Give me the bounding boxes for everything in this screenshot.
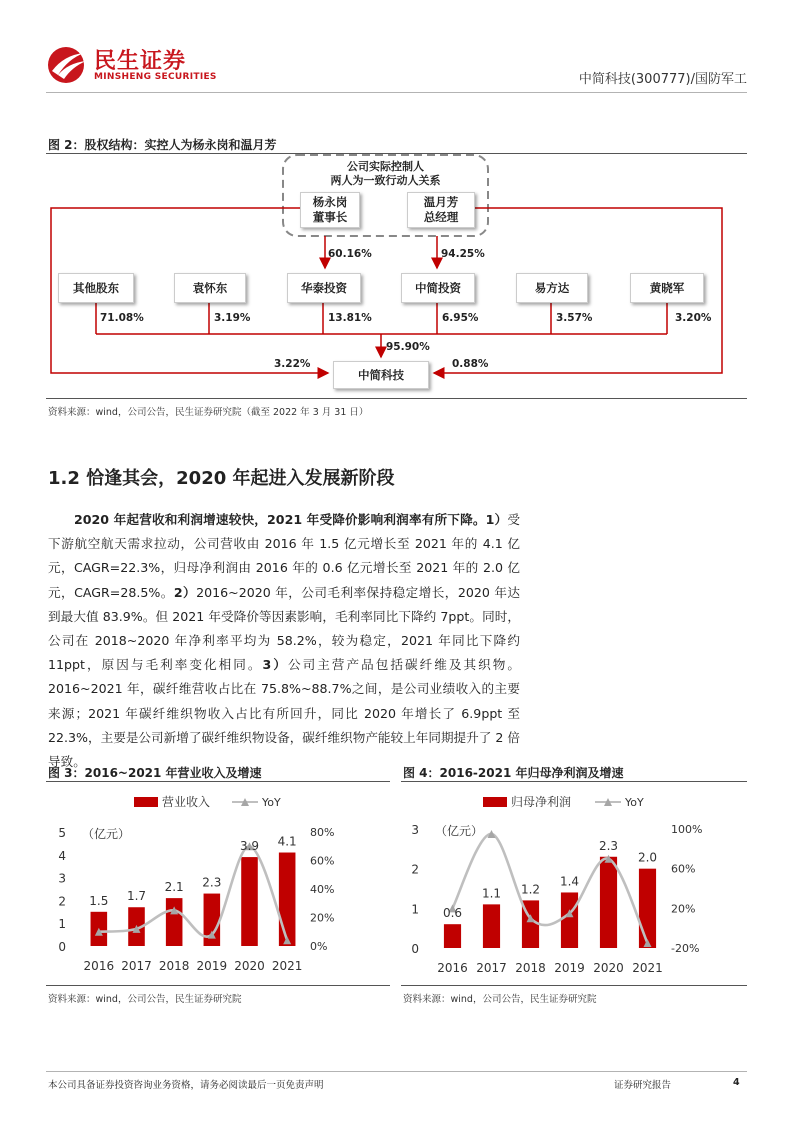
person1-name: 杨永岗: [312, 195, 348, 209]
legend-bar-label: 归母净利润: [511, 795, 572, 809]
bar: [166, 898, 183, 946]
company-ticker: 中简科技(300777)/国防军工: [578, 72, 747, 87]
pct-combined: 95.90%: [386, 341, 430, 353]
y-tick-right: 100%: [671, 823, 703, 836]
y-tick-right: 0%: [310, 940, 328, 953]
y-tick-right: 20%: [671, 902, 696, 916]
y-tick-right: 20%: [310, 911, 335, 925]
y-tick-left: 2: [58, 894, 66, 909]
bar: [444, 924, 461, 948]
y-tick-left: 4: [58, 848, 66, 863]
y-tick-left: 3: [58, 871, 66, 886]
x-tick-label: 2019: [554, 961, 585, 975]
axis-unit-label: （亿元）: [82, 827, 131, 841]
controller-line1: 公司实际控制人: [347, 160, 424, 173]
x-tick-label: 2017: [476, 961, 507, 975]
bar: [639, 869, 656, 948]
fig3-bottom-rule: [46, 985, 390, 986]
holder-pct: 13.81%: [328, 312, 372, 324]
holder-pct: 3.20%: [675, 312, 712, 324]
x-tick-label: 2020: [593, 961, 624, 975]
footer-divider: [46, 1071, 747, 1072]
bar: [279, 853, 296, 946]
bar-data-label: 1.1: [481, 886, 502, 901]
fig4-bottom-rule: [401, 985, 747, 986]
y-tick-right: 60%: [671, 862, 696, 876]
y-tick-left: 2: [411, 862, 419, 877]
controller-line2: 两人为一致行动人关系: [330, 174, 441, 187]
point-3: 公司主营产品包括碳纤维及其织物。2016~2021 年，碳纤维营收占比在 75.8%~88.7%之间，是公司业绩收入的主要来源；2021 年碳纤维织物收入占比有所回升，同比 2020 年增长了 6.9ppt 至 22.3%，主要是公司新增了碳纤维织物设备，碳纤维织物产能较上年同期提升了 2 倍导致。: [48, 657, 521, 770]
holder-box: 易方达: [516, 273, 588, 303]
holder-box: 华泰投资: [287, 273, 361, 303]
bar: [561, 892, 578, 948]
footer-page-number: 4: [733, 1077, 740, 1088]
bar-data-label: 4.1: [277, 834, 297, 849]
pct-zhongjian-from-wen: 94.25%: [441, 248, 485, 260]
logo-en: MINSHENG SECURITIES: [94, 72, 217, 82]
logo-cn: 民生证券: [94, 49, 187, 74]
x-tick-label: 2019: [196, 959, 228, 973]
point-1: 受下游航空航天需求拉动，公司营收由 2016 年 1.5 亿元增长至 2021 年的 4.1 亿元，CAGR=22.3%，归母净利润由 2016 年的 0.6 亿元增长至 2021 年的 2.0 亿元，CAGR=28.5%。: [48, 512, 521, 600]
y-tick-right: 40%: [310, 883, 335, 896]
pct-huatai-from-yang: 60.16%: [328, 248, 372, 260]
fig2-bottom-rule: [46, 398, 747, 399]
bar-data-label: 1.5: [89, 893, 109, 908]
pct-left-direct: 3.22%: [274, 358, 311, 370]
legend-line-label: YoY: [262, 796, 281, 809]
y-tick-left: 1: [58, 917, 66, 932]
footer-report-type: 证券研究报告: [614, 1080, 672, 1091]
profit-chart: [401, 786, 747, 984]
x-tick-label: 2021: [632, 961, 663, 975]
fig4-source: 资料来源：wind，公司公告，民生证券研究院: [403, 994, 597, 1005]
y-tick-right: 60%: [310, 854, 335, 868]
x-tick-label: 2018: [515, 961, 546, 975]
point-1-num: 1）: [485, 512, 508, 527]
brand-logo: [46, 45, 90, 85]
holder-pct: 6.95%: [442, 312, 479, 324]
bar: [241, 857, 258, 946]
bar-data-label: 0.6: [442, 906, 463, 921]
holder-box: 袁怀东: [174, 273, 246, 303]
y-tick-left: 0: [411, 942, 419, 956]
fig4-title: 图 4：2016-2021 年归母净利润及增速: [403, 766, 624, 780]
person2-name: 温月芳: [423, 195, 459, 209]
point-2: 2016~2020 年，公司毛利率保持稳定增长，2020 年达到最大值 83.9%。但 2021 年受降价等因素影响，毛利率同比下降约 7ppt。同时，公司在 2018~2020 年净利率平均为 58.2%，较为稳定，2021 年同比下降约 11ppt，原因与毛利率变化相同。: [48, 584, 520, 673]
person-wen: [407, 192, 475, 228]
bar: [600, 857, 617, 948]
fig2-source: 资料来源：wind，公司公告，民生证券研究院（截至 2022 年 3 月 31 日）: [48, 407, 369, 418]
pct-right-direct: 0.88%: [452, 358, 489, 370]
holder-box: 中简投资: [401, 273, 475, 303]
x-tick-label: 2017: [121, 959, 152, 973]
fig2-title: 图 2：股权结构：实控人为杨永岗和温月芳: [48, 138, 277, 152]
bar-data-label: 2.1: [164, 880, 184, 895]
bar-data-label: 2.3: [598, 838, 619, 853]
legend-line-label: YoY: [625, 796, 644, 809]
fig4-top-rule: [401, 781, 747, 782]
person1-role: 董事长: [312, 210, 348, 224]
y-tick-left: 5: [58, 826, 66, 840]
person2-role: 总经理: [423, 210, 459, 224]
x-tick-label: 2021: [271, 959, 303, 973]
x-tick-label: 2016: [437, 961, 468, 975]
y-tick-right: -20%: [671, 942, 700, 955]
y-tick-left: 0: [58, 940, 66, 954]
legend-bar-swatch: [134, 797, 158, 807]
holder-box: 黄晓军: [630, 273, 704, 303]
header-divider: [46, 92, 747, 93]
person-yang: [300, 192, 360, 228]
logo-mark-icon: [46, 45, 90, 85]
legend-bar-swatch: [483, 797, 507, 807]
fig3-source: 资料来源：wind，公司公告，民生证券研究院: [48, 994, 242, 1005]
bar-data-label: 1.7: [126, 889, 147, 904]
x-tick-label: 2016: [83, 959, 115, 973]
y-tick-left: 3: [411, 823, 419, 837]
y-tick-right: 80%: [310, 826, 335, 839]
controller-caption: [283, 160, 488, 188]
bar-data-label: 1.4: [559, 874, 580, 889]
x-tick-label: 2020: [234, 959, 265, 973]
bar: [483, 904, 500, 948]
fig3-title: 图 3：2016~2021 年营业收入及增速: [48, 766, 262, 780]
company-box: 中简科技: [333, 361, 429, 389]
y-tick-left: 1: [411, 902, 419, 917]
holder-pct: 3.19%: [214, 312, 251, 324]
x-tick-label: 2018: [158, 959, 190, 973]
axis-unit-label: （亿元）: [435, 824, 484, 838]
para-lead: 2020 年起营收和利润增速较快，2021 年受降价影响利润率有所下降。: [74, 512, 486, 527]
legend-bar-label: 营业收入: [162, 795, 211, 809]
bar-data-label: 1.2: [520, 882, 541, 897]
section-body: [48, 508, 520, 774]
section-title: 1.2 恰逢其会，2020 年起进入发展新阶段: [48, 468, 395, 489]
bar-data-label: 2.0: [637, 850, 658, 865]
point-2-num: 2）: [173, 584, 197, 600]
bar-data-label: 2.3: [202, 875, 222, 890]
holder-box: 其他股东: [58, 273, 134, 303]
holder-pct: 71.08%: [100, 312, 144, 324]
holder-pct: 3.57%: [556, 312, 593, 324]
bar-data-label: 3.9: [239, 839, 260, 854]
fig3-top-rule: [46, 781, 390, 782]
point-3-num: 3）: [262, 657, 288, 673]
footer-disclaimer: 本公司具备证券投资咨询业务资格，请务必阅读最后一页免责声明: [48, 1080, 324, 1091]
revenue-chart: [46, 786, 390, 984]
